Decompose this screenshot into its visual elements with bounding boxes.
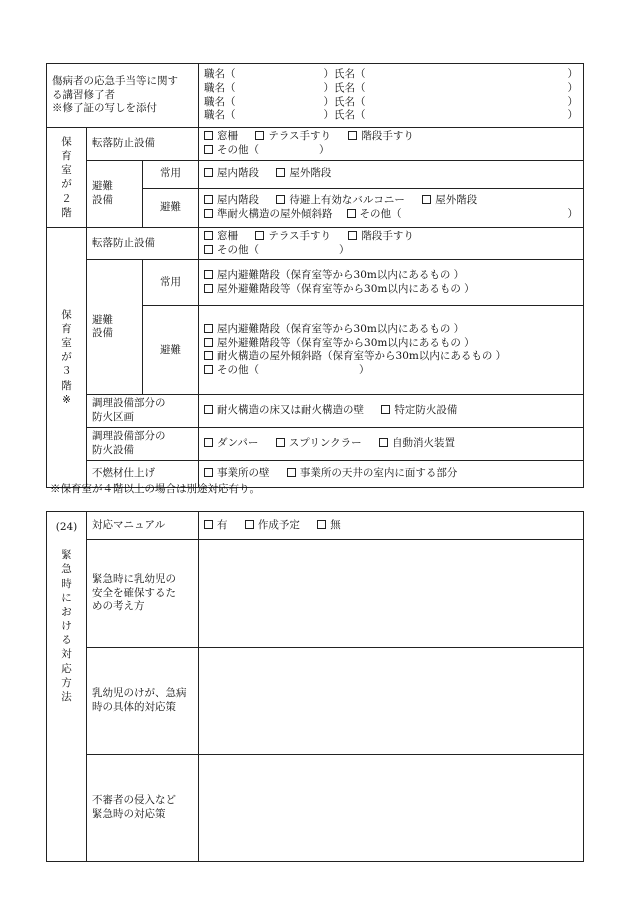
checkbox-icon (287, 468, 296, 477)
floor3-label: 保 育 室 が ３ 階 ※ (47, 227, 87, 487)
manual-label: 対応マニュアル (87, 512, 199, 540)
checkbox-option[interactable]: 事業所の壁 (204, 467, 270, 479)
checkbox-option[interactable]: その他（ ） (204, 364, 578, 378)
checkbox-icon (204, 520, 213, 529)
floor2-evac-label: 避難 設備 (87, 160, 143, 227)
checkbox-icon (204, 168, 213, 177)
checkbox-option[interactable]: ダンパー (204, 437, 258, 449)
checkbox-option[interactable]: 準耐火構造の屋外傾斜路 (204, 208, 333, 222)
checkbox-icon (204, 270, 213, 279)
cook-equip-label: 調理設備部分の 防火設備 (87, 428, 199, 461)
checkbox-icon (348, 131, 357, 140)
checkbox-icon (245, 520, 254, 529)
checkbox-option[interactable]: 屋内避難階段（保育室等から30m以内にあるもの ） (204, 323, 578, 337)
checkbox-option[interactable]: 特定防火設備 (381, 404, 457, 416)
floor3-evac-label: 避難 設備 (87, 260, 143, 395)
cook-fire-label: 調理設備部分の 防火区画 (87, 395, 199, 428)
floor2-regular-options (199, 160, 584, 188)
floor2-evac-options: 屋内階段 待避上有効なバルコニー 屋外階段 準耐火構造の屋外傾斜路 その他（ ） (199, 188, 584, 227)
checkbox-icon (204, 365, 213, 374)
checkbox-option[interactable]: 屋外避難階段等（保育室等から30m以内にあるもの ） (204, 337, 578, 351)
floor2-fall-options (199, 128, 584, 161)
checkbox-option[interactable]: テラス手すり (255, 130, 331, 142)
checkbox-option[interactable]: その他（ ） (204, 144, 578, 158)
checkbox-icon (204, 245, 213, 254)
floor3-regular-options (199, 260, 584, 306)
emergency-label: (24) 緊 急 時 に お け る 対 応 方 法 (47, 512, 87, 862)
checkbox-option[interactable]: その他（ ） (204, 244, 578, 258)
checkbox-icon (204, 405, 213, 414)
floor3-fall-label: 転落防止設備 (87, 227, 199, 260)
floor-note: ※保育室が４階以上の場合は別途対応有り。 (50, 483, 260, 495)
checkbox-icon (204, 351, 213, 360)
q3-label: 不審者の侵入など 緊急時の対応策 (87, 755, 199, 862)
checkbox-icon (204, 324, 213, 333)
checkbox-option[interactable]: 階段手すり (348, 230, 414, 242)
checkbox-option[interactable]: スプリンクラー (276, 437, 362, 449)
q1-answer[interactable] (199, 540, 584, 648)
cook-equip-options (199, 428, 584, 461)
emergency-table (46, 511, 584, 862)
checkbox-icon (276, 195, 285, 204)
checkbox-option[interactable]: その他（ (347, 208, 402, 222)
floor3-regular-label: 常用 (143, 260, 199, 306)
checkbox-icon (255, 131, 264, 140)
checkbox-icon (204, 284, 213, 293)
checkbox-icon (204, 145, 213, 154)
checkbox-icon (276, 438, 285, 447)
floor3-evac-sub-label: 避難 (143, 306, 199, 395)
checkbox-option[interactable]: 窓柵 (204, 130, 238, 142)
checkbox-icon (204, 468, 213, 477)
checkbox-icon (204, 131, 213, 140)
checkbox-icon (379, 438, 388, 447)
cook-fire-options (199, 395, 584, 428)
cert-row[interactable]: 職名（ ）氏名（ ） (204, 67, 579, 80)
floor3-evac-options (199, 306, 584, 395)
floor2-evac-sub-label: 避難 (143, 188, 199, 227)
checkbox-icon (347, 209, 356, 218)
q2-answer[interactable] (199, 648, 584, 755)
checkbox-icon (204, 209, 213, 218)
checkbox-icon (348, 231, 357, 240)
checkbox-option[interactable]: 耐火構造の屋外傾斜路（保育室等から30m以内にあるもの ） (204, 350, 578, 364)
checkbox-option[interactable]: 屋外避難階段等（保育室等から30m以内にあるもの ） (204, 283, 578, 297)
checkbox-option[interactable]: 階段手すり (348, 130, 414, 142)
q1-label: 緊急時に乳幼児の 安全を確保するた めの考え方 (87, 540, 199, 648)
checkbox-icon (204, 195, 213, 204)
q2-label: 乳幼児のけが、急病 時の具体的対応策 (87, 648, 199, 755)
nonflam-label: 不燃材仕上げ (87, 460, 199, 487)
checkbox-option[interactable]: 無 (317, 519, 341, 531)
checkbox-icon (317, 520, 326, 529)
checkbox-option[interactable]: 屋内階段 (204, 194, 259, 206)
checkbox-icon (204, 231, 213, 240)
checkbox-icon (204, 438, 213, 447)
checkbox-option[interactable]: 屋外階段 (276, 167, 331, 179)
floor2-label: 保 育 室 が ２ 階 (47, 128, 87, 228)
checkbox-icon (422, 195, 431, 204)
floor2-regular-label: 常用 (143, 160, 199, 188)
checkbox-option[interactable]: 屋内避難階段（保育室等から30m以内にあるもの ） (204, 269, 578, 283)
floor2-fall-label: 転落防止設備 (87, 128, 199, 161)
checkbox-icon (255, 231, 264, 240)
checkbox-option[interactable]: テラス手すり (255, 230, 331, 242)
cert-row[interactable]: 職名（ ）氏名（ ） (204, 81, 579, 94)
q3-answer[interactable] (199, 755, 584, 862)
checkbox-icon (204, 338, 213, 347)
cert-row[interactable]: 職名（ ）氏名（ ） (204, 95, 579, 108)
checkbox-option[interactable]: 有 (204, 519, 228, 531)
floor3-fall-options (199, 227, 584, 260)
checkbox-icon (381, 405, 390, 414)
checkbox-option[interactable]: 耐火構造の床又は耐火構造の壁 (204, 404, 364, 416)
cert-row[interactable]: 職名（ ）氏名（ ） (204, 109, 579, 122)
checkbox-option[interactable]: 自動消火装置 (379, 437, 455, 449)
checkbox-icon (276, 168, 285, 177)
checkbox-option[interactable]: 作成予定 (245, 519, 300, 531)
facility-table (46, 63, 584, 488)
manual-options (199, 512, 584, 540)
cert-entries (199, 64, 584, 128)
cert-label: 傷病者の応急手当等に関す る講習修了者 ※修了証の写しを添付 (47, 64, 199, 128)
checkbox-option[interactable]: 屋外階段 (422, 194, 477, 206)
checkbox-option[interactable]: 待避上有効なバルコニー (276, 194, 405, 206)
checkbox-option[interactable]: 事業所の天井の室内に面する部分 (287, 467, 458, 479)
checkbox-option[interactable]: 屋内階段 (204, 167, 259, 179)
checkbox-option[interactable]: 窓柵 (204, 230, 238, 242)
